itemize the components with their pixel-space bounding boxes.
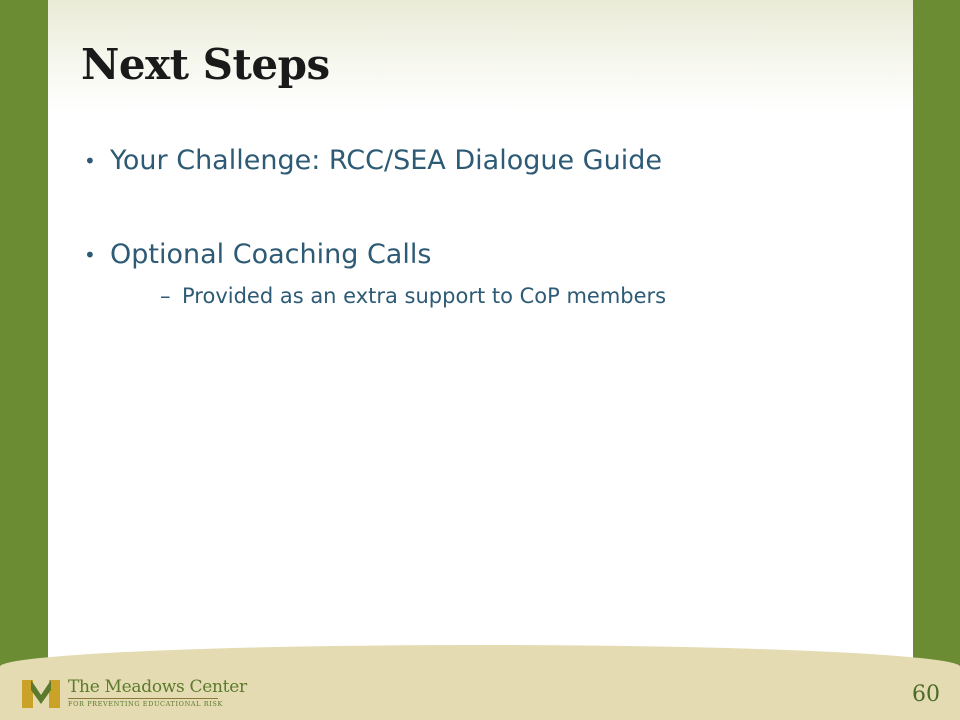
sub-bullet-item <box>110 278 880 314</box>
bullet-text: Your Challenge: RCC/SEA Dialogue Guide <box>110 145 662 176</box>
bullet-icon: • <box>84 243 96 267</box>
slide-title: Next Steps <box>81 40 330 89</box>
bullet-icon: • <box>84 149 96 173</box>
dash-icon: – <box>160 284 171 308</box>
logo-divider <box>68 698 218 699</box>
left-border-bar <box>0 0 48 720</box>
right-border-bar <box>913 0 960 720</box>
bullet-list <box>80 140 880 314</box>
bullet-item <box>80 234 880 314</box>
bullet-text: Optional Coaching Calls <box>110 239 432 270</box>
m-logo-icon <box>22 678 60 708</box>
logo-tagline: FOR PREVENTING EDUCATIONAL RISK <box>68 700 223 708</box>
bullet-item <box>80 140 880 182</box>
page-number: 60 <box>912 682 940 707</box>
logo-name: The Meadows Center <box>68 677 247 697</box>
sub-bullet-text: Provided as an extra support to CoP members <box>182 284 667 308</box>
